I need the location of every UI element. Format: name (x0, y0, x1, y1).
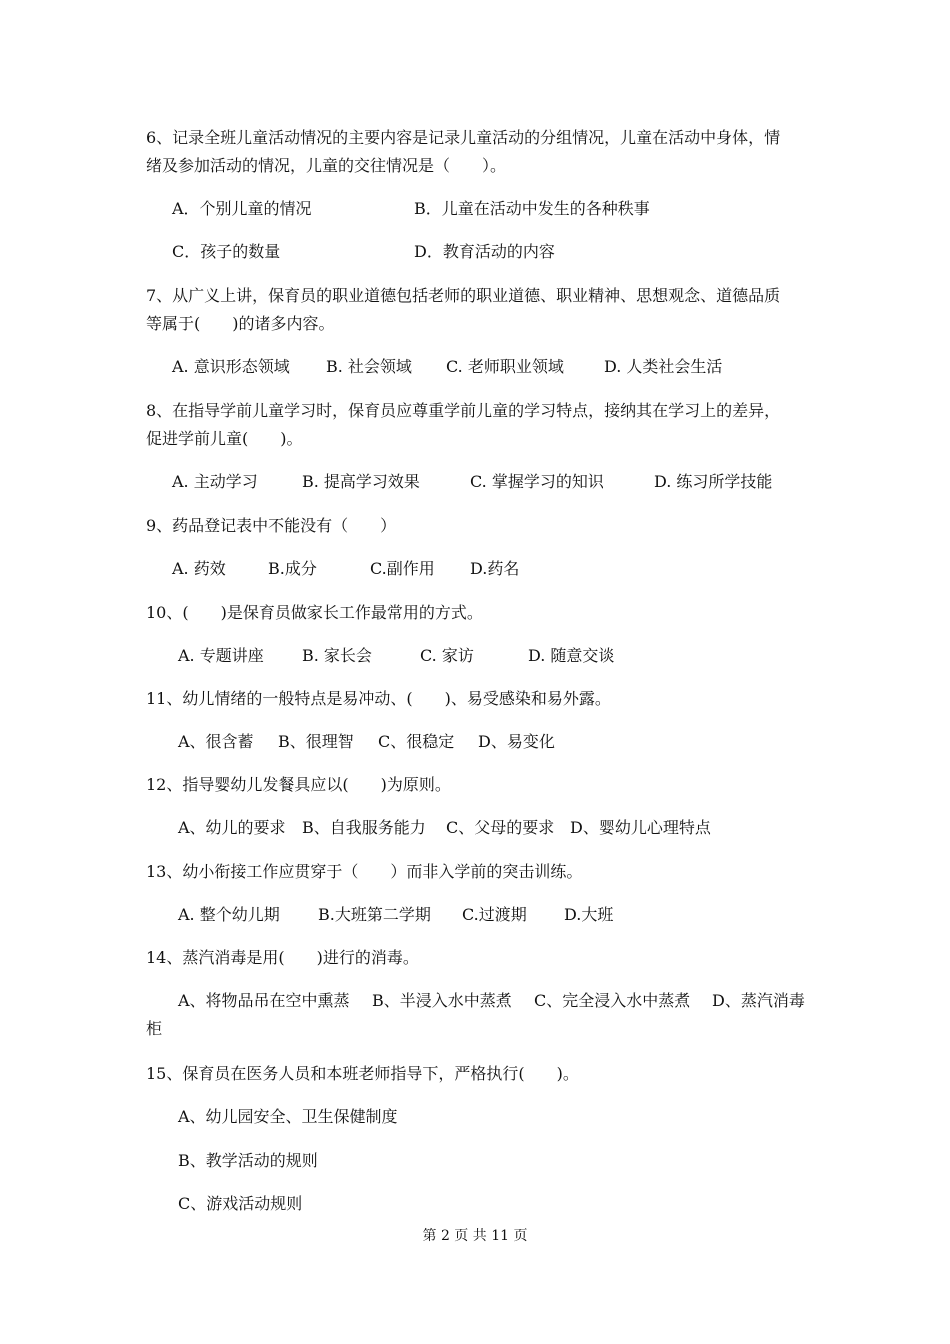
question-11-option-a: A、很含蓄 (178, 732, 254, 751)
question-6-option-b: B．儿童在活动中发生的各种秩事 (414, 199, 650, 218)
question-11-line-1: 11、幼儿情绪的一般特点是易冲动、( )、易受感染和易外露。 (146, 689, 611, 708)
question-7-option-c: C. 老师职业领域 (446, 357, 564, 376)
question-15-option-b: B、教学活动的规则 (178, 1151, 318, 1170)
question-13-option-d: D.大班 (564, 905, 614, 924)
question-10-option-a: A. 专题讲座 (178, 646, 264, 665)
question-14-option-a: A、将物品吊在空中熏蒸 (178, 991, 350, 1010)
question-9-line-1: 9、药品登记表中不能没有（ ） (146, 516, 397, 535)
question-13-option-a: A. 整个幼儿期 (178, 905, 280, 924)
question-7-option-b: B. 社会领域 (326, 357, 412, 376)
question-9-option-a: A. 药效 (172, 559, 226, 578)
question-12-option-a: A、幼儿的要求 (178, 818, 286, 837)
question-15-line-1: 15、保育员在医务人员和本班老师指导下，严格执行( )。 (146, 1064, 579, 1083)
question-11-option-c: C、很稳定 (378, 732, 455, 751)
question-8-option-b: B. 提高学习效果 (302, 472, 420, 491)
question-7-option-a: A. 意识形态领域 (172, 357, 290, 376)
question-9-option-d: D.药名 (470, 559, 520, 578)
question-10-line-1: 10、( )是保育员做家长工作最常用的方式。 (146, 603, 483, 622)
question-9-option-b: B.成分 (268, 559, 317, 578)
question-6-line-1: 6、记录全班儿童活动情况的主要内容是记录儿童活动的分组情况，儿童在活动中身体，情 (146, 128, 781, 147)
question-6-option-d: D．教育活动的内容 (414, 242, 555, 261)
question-7-line-2: 等属于( )的诸多内容。 (146, 314, 335, 333)
question-7-option-d: D. 人类社会生活 (604, 357, 723, 376)
question-14-option-c: C、完全浸入水中蒸煮 (534, 991, 691, 1010)
question-6-line-2: 绪及参加活动的情况，儿童的交往情况是（ ）。 (146, 156, 507, 175)
question-10-option-c: C. 家访 (420, 646, 474, 665)
question-15-option-c: C、游戏活动规则 (178, 1194, 303, 1213)
question-8-line-1: 8、在指导学前儿童学习时，保育员应尊重学前儿童的学习特点，接纳其在学习上的差异， (146, 401, 781, 420)
question-8-option-d: D. 练习所学技能 (654, 472, 773, 491)
question-8-option-a: A. 主动学习 (172, 472, 258, 491)
question-13-option-c: C.过渡期 (462, 905, 527, 924)
question-6-option-a: A．个别儿童的情况 (172, 199, 312, 218)
question-11-option-d: D、易变化 (478, 732, 555, 751)
question-14-line-1: 14、蒸汽消毒是用( )进行的消毒。 (146, 948, 419, 967)
question-14-option-d-continuation: 柜 (146, 1019, 163, 1038)
question-12-line-1: 12、指导婴幼儿发餐具应以( )为原则。 (146, 775, 451, 794)
question-8-line-2: 促进学前儿童( )。 (146, 429, 303, 448)
question-13-option-b: B.大班第二学期 (318, 905, 431, 924)
question-7-line-1: 7、从广义上讲，保育员的职业道德包括老师的职业道德、职业精神、思想观念、道德品质 (146, 286, 781, 305)
page-number-footer: 第 2 页 共 11 页 (422, 1228, 528, 1244)
question-14-option-d: D、蒸汽消毒 (712, 991, 805, 1010)
question-12-option-c: C、父母的要求 (446, 818, 555, 837)
question-14-option-b: B、半浸入水中蒸煮 (372, 991, 512, 1010)
question-6-option-c: C．孩子的数量 (172, 242, 281, 261)
question-15-option-a: A、幼儿园安全、卫生保健制度 (178, 1107, 398, 1126)
question-10-option-d: D. 随意交谈 (528, 646, 615, 665)
question-13-line-1: 13、幼小衔接工作应贯穿于（ ）而非入学前的突击训练。 (146, 862, 583, 881)
question-11-option-b: B、很理智 (278, 732, 354, 751)
question-9-option-c: C.副作用 (370, 559, 435, 578)
question-8-option-c: C. 掌握学习的知识 (470, 472, 604, 491)
question-12-option-b: B、自我服务能力 (302, 818, 426, 837)
question-12-option-d: D、婴幼儿心理特点 (570, 818, 711, 837)
question-10-option-b: B. 家长会 (302, 646, 372, 665)
